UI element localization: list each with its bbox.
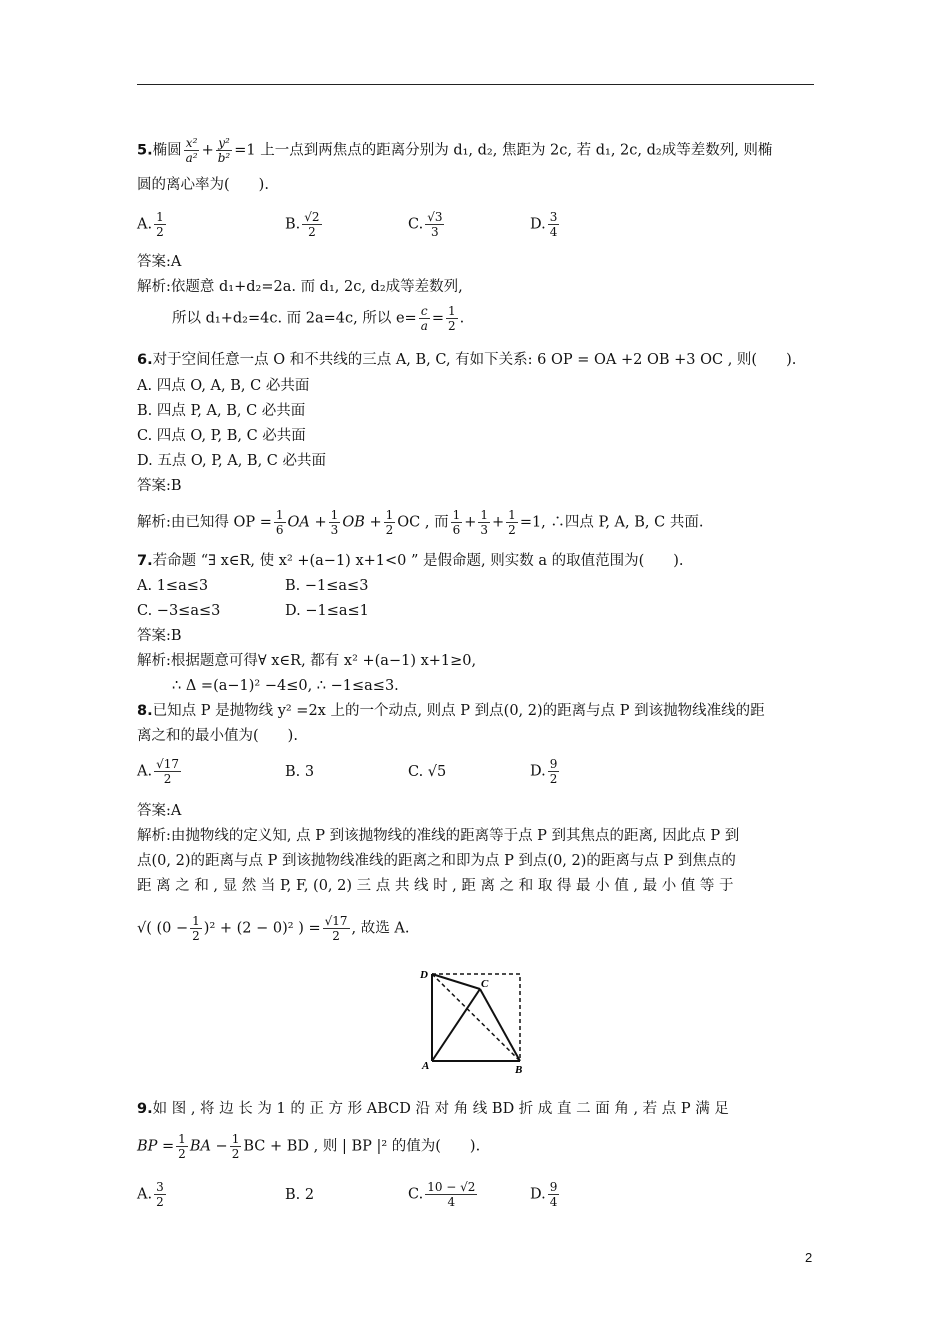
q6-option-c: C. 四点 O, P, B, C 必共面 <box>137 428 306 444</box>
q6-stem: 6.对于空间任意一点 O 和不共线的三点 A, B, C, 有如下关系: 6 OP = OA +2 OB +3 OC , 则( ). <box>137 352 797 368</box>
q8-answer: 答案:A <box>137 803 182 819</box>
q5-number: 5. <box>137 142 153 159</box>
q9-number: 9. <box>137 1101 153 1117</box>
q5-option-b: B. $\frac{√2}{2}$ <box>285 210 320 239</box>
q5-option-c: C. $\frac{√3}{3}$ <box>408 210 443 239</box>
q5-analysis-2: 所以 d₁+d₂=4c. 而 2a=4c, 所以 e= $\frac{c}{a}$ = $\frac{1}{2}$ . <box>172 304 465 333</box>
header-rule <box>137 84 814 85</box>
q8-analysis-4: √( (0 − $\frac{1}{2}$ )² + (2 − 0)² ) = $\frac{√17}{2}$ , 故选 A. <box>137 914 410 943</box>
q7-number: 7. <box>137 553 153 569</box>
q7-stem: 7.若命题 “∃ x∈R, 使 x² +(a−1) x+1<0 ” 是假命题, 则实数 a 的取值范围为( ). <box>137 553 684 569</box>
q5-frac-y: $\frac{\text{y²}}{\text{b²}}$ <box>217 136 231 165</box>
q6-option-d: D. 五点 O, P, A, B, C 必共面 <box>137 453 326 469</box>
folded-square-figure <box>418 965 530 1077</box>
q6-option-a: A. 四点 O, A, B, C 必共面 <box>137 378 310 394</box>
q9-stem-1: 9.如 图 , 将 边 长 为 1 的 正 方 形 ABCD 沿 对 角 线 BD 折 成 直 二 面 角 , 若 点 P 满 足 <box>137 1101 729 1117</box>
q7-analysis-2: ∴ Δ =(a−1)² −4≤0, ∴ −1≤a≤3. <box>172 678 399 694</box>
q8-option-a: A. $\frac{√17}{2}$ <box>137 757 180 786</box>
q8-analysis-1: 解析:由抛物线的定义知, 点 P 到该抛物线的准线的距离等于点 P 到其焦点的距离, 因此点 P 到 <box>137 828 740 844</box>
q7-option-d: D. −1≤a≤1 <box>285 603 369 619</box>
q9-option-a: A. $\frac{3}{2}$ <box>137 1180 164 1209</box>
q7-answer: 答案:B <box>137 628 182 644</box>
q6-answer: 答案:B <box>137 478 182 494</box>
page-number: 2 <box>805 1250 813 1265</box>
q9-stem-2: BP = $\frac{1}{2}$ BA − $\frac{1}{2}$ BC + BD , 则 | BP |² 的值为( ). <box>137 1132 481 1161</box>
q8-option-b: B. 3 <box>285 764 315 780</box>
q7-option-a: A. 1≤a≤3 <box>137 578 209 594</box>
q7-option-b: B. −1≤a≤3 <box>285 578 369 594</box>
q8-stem-1: 8.已知点 P 是抛物线 y² =2x 上的一个动点, 则点 P 到点(0, 2)的距离与点 P 到该抛物线准线的距 <box>137 703 765 719</box>
q8-number: 8. <box>137 703 153 719</box>
q5-option-d: D. $\frac{3}{4}$ <box>530 210 558 239</box>
label-d: D <box>420 969 428 981</box>
q6-number: 6. <box>137 352 153 368</box>
q8-analysis-2: 点(0, 2)的距离与点 P 到该抛物线准线的距离之和即为点 P 到点(0, 2)的距离与点 P 到焦点的 <box>137 853 736 869</box>
label-a: A <box>422 1060 430 1072</box>
edge-ac <box>432 989 480 1061</box>
q6-analysis: 解析:由已知得 OP = $\frac{1}{6}$ OA + $\frac{1}{3}$ OB + $\frac{1}{2}$ OC , 而 $\frac{1}{6}$ + $\frac{1}{3}$ + $\frac{1}{2}$ =1, ∴四点 P, A, B, C 共面. <box>137 508 704 537</box>
q5-frac-x: $\frac{\text{x²}}{\text{a²}}$ <box>185 136 198 165</box>
q5-stem-line1: 5.椭圆 $\frac{\text{x²}}{\text{a²}}$ + $\frac{\text{y²}}{\text{b²}}$ =1 上一点到两焦点的距离分别为 d₁, d₂, 焦距为 2c, 若 d₁, 2c, d₂成等差数列, 则椭 <box>137 136 773 165</box>
q8-option-c: C. √5 <box>408 764 447 780</box>
q8-option-d: D. $\frac{9}{2}$ <box>530 757 558 786</box>
q9-option-b: B. 2 <box>285 1187 315 1203</box>
q5-answer: 答案:A <box>137 254 182 270</box>
label-c: C <box>481 978 489 990</box>
q9-option-d: D. $\frac{9}{4}$ <box>530 1180 558 1209</box>
q6-option-b: B. 四点 P, A, B, C 必共面 <box>137 403 306 419</box>
edge-cb <box>480 989 520 1061</box>
q5-option-a: A. $\frac{1}{2}$ <box>137 210 164 239</box>
q7-analysis-1: 解析:根据题意可得∀ x∈R, 都有 x² +(a−1) x+1≥0, <box>137 653 477 669</box>
q9-option-c: C. $\frac{10 - √2}{4}$ <box>408 1180 476 1209</box>
q8-stem-2: 离之和的最小值为( ). <box>137 728 298 744</box>
q5-stem-line2: 圆的离心率为( ). <box>137 177 269 193</box>
q7-option-c: C. −3≤a≤3 <box>137 603 221 619</box>
q5-analysis-1: 解析:依题意 d₁+d₂=2a. 而 d₁, 2c, d₂成等差数列, <box>137 279 463 295</box>
label-b: B <box>515 1064 523 1076</box>
q8-analysis-3: 距 离 之 和 , 显 然 当 P, F, (0, 2) 三 点 共 线 时 , 距 离 之 和 取 得 最 小 值 , 最 小 值 等 于 <box>137 878 734 894</box>
